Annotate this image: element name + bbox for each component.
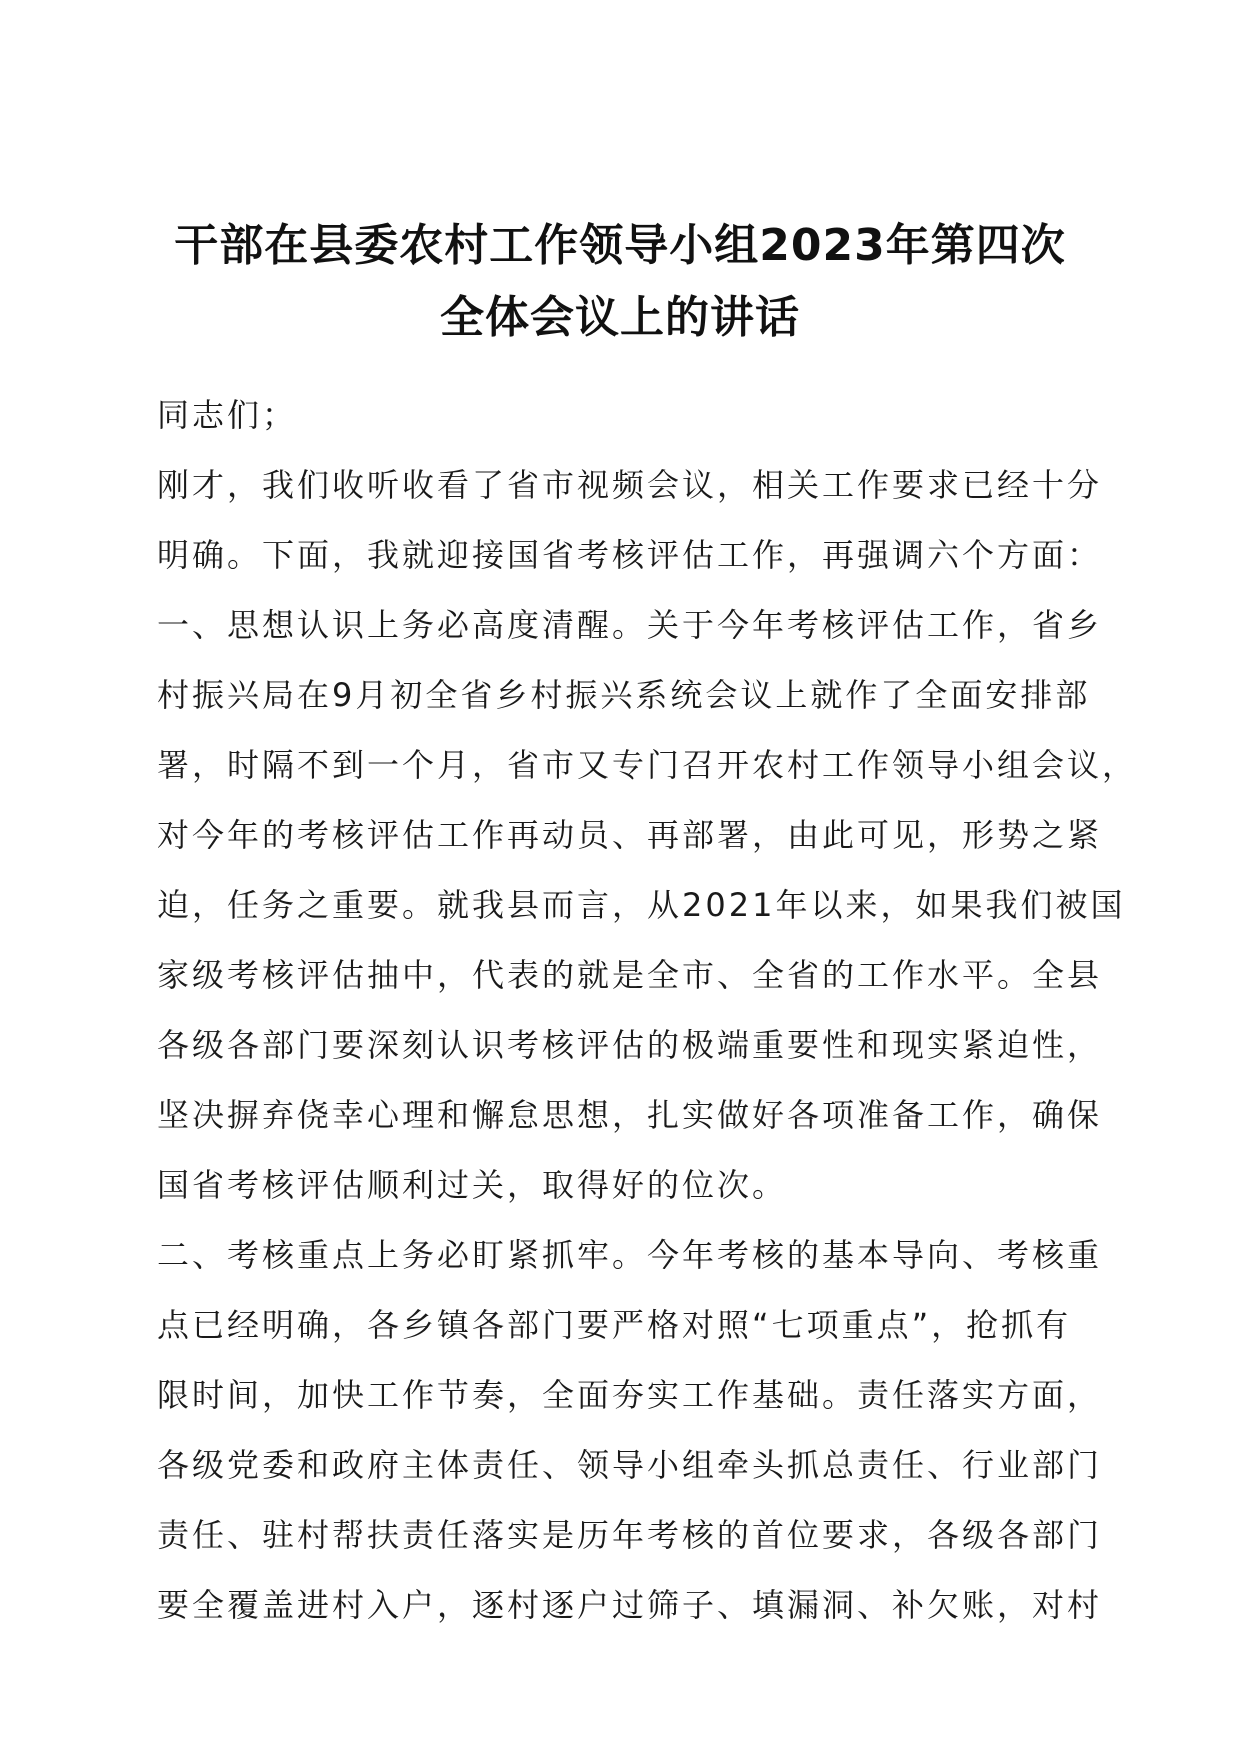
body-line: 责任、驻村帮扶责任落实是历年考核的首位要求，各级各部门 xyxy=(157,1516,1103,1554)
section-two-heading-line: 二、考核重点上务必盯紧抓牢。今年考核的基本导向、考核重 xyxy=(157,1236,1103,1274)
body-line: 国省考核评估顺利过关，取得好的位次。 xyxy=(157,1166,788,1204)
body-line: 刚才，我们收听收看了省市视频会议，相关工作要求已经十分 xyxy=(157,466,1103,504)
salutation: 同志们； xyxy=(157,396,298,434)
body-line: 各级各部门要深刻认识考核评估的极端重要性和现实紧迫性， xyxy=(157,1026,1103,1064)
body-line: 限时间，加快工作节奏，全面夯实工作基础。责任落实方面， xyxy=(157,1376,1103,1414)
section-one-heading-line: 一、思想认识上务必高度清醒。关于今年考核评估工作，省乡 xyxy=(157,606,1103,644)
document-body xyxy=(157,380,1138,1640)
body-line: 要全覆盖进村入户，逐村逐户过筛子、填漏洞、补欠账，对村 xyxy=(157,1586,1103,1624)
body-line: 对今年的考核评估工作再动员、再部署，由此可见，形势之紧 xyxy=(157,816,1103,854)
body-line: 家级考核评估抽中，代表的就是全市、全省的工作水平。全县 xyxy=(157,956,1103,994)
body-line: 各级党委和政府主体责任、领导小组牵头抓总责任、行业部门 xyxy=(157,1446,1103,1484)
body-line: 点已经明确，各乡镇各部门要严格对照“七项重点”，抢抓有 xyxy=(157,1306,1072,1344)
body-line: 明确。下面，我就迎接国省考核评估工作，再强调六个方面： xyxy=(157,536,1103,574)
document-title-line-2: 全体会议上的讲话 xyxy=(440,292,800,343)
document-title-line-1: 干部在县委农村工作领导小组2023年第四次 xyxy=(174,220,1066,271)
body-line: 迫，任务之重要。就我县而言，从2021年以来，如果我们被国 xyxy=(157,886,1126,924)
body-line: 坚决摒弃侥幸心理和懈怠思想，扎实做好各项准备工作，确保 xyxy=(157,1096,1103,1134)
body-line: 村振兴局在9月初全省乡村振兴系统会议上就作了全面安排部 xyxy=(157,676,1091,714)
body-line: 署，时隔不到一个月，省市又专门召开农村工作领导小组会议， xyxy=(157,746,1138,784)
